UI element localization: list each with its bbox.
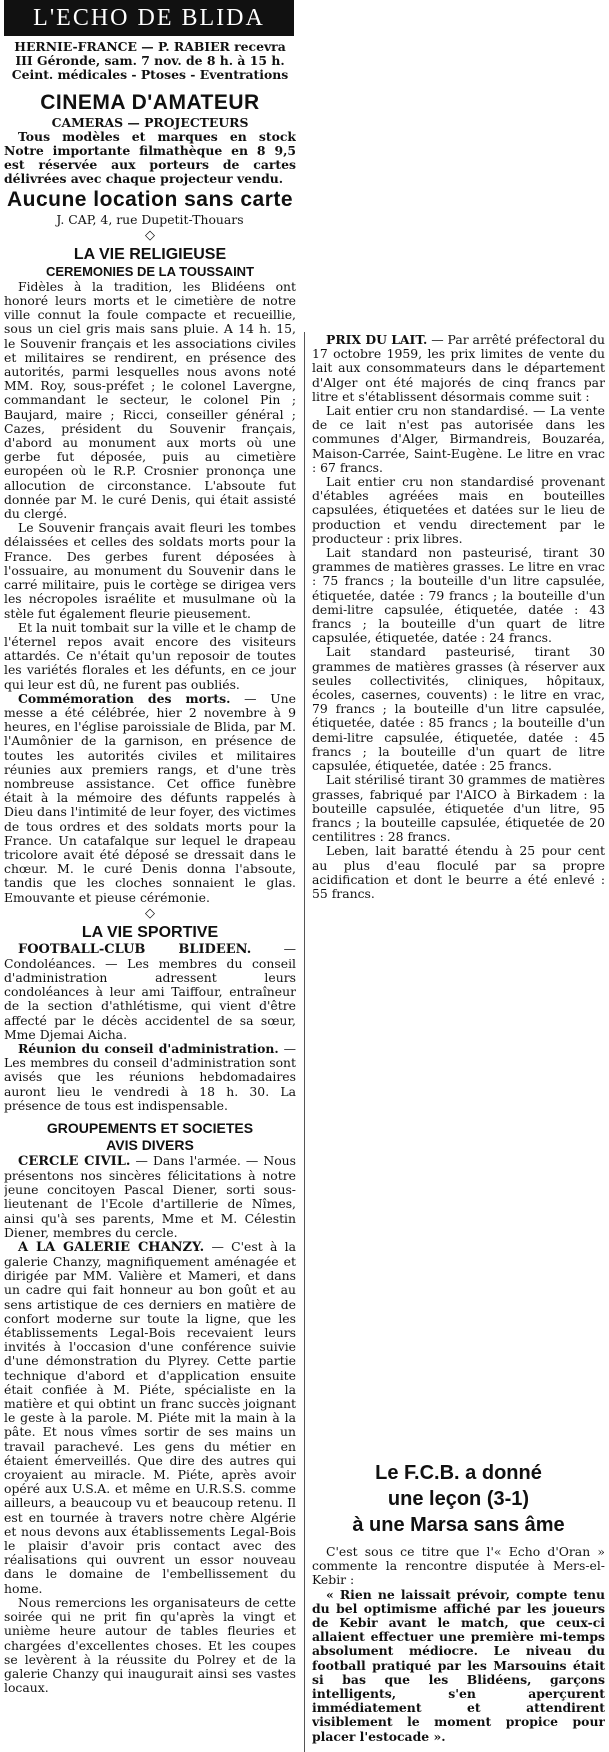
vie-sportive	[4, 923, 296, 1113]
ad-cinema-slogan: Aucune location sans carte	[6, 187, 294, 211]
paragraph-text: — Par arrêté préfectoral du 17 octobre 1959, les prix limites de vente du lait aux consommateurs dans le département d'Alger ont été majorés de cinq francs par litre et s'établissent désormais comme suit :	[312, 333, 605, 404]
paragraph-text: — C'est à la galerie Chanzy, magnifiquement aménagée et dirigée par MM. Valière et Mameri, et dans un cadre qui fait honneur au bon goût et au sens artistique de ces derniers en matière de confort moderne sur toute la ligne, que les établissements Legal-Bois recevaient leurs invités à l'occasion d'une conférence suivie d'une démonstration du Plyrey. Cette partie technique d'abord et d'application ensuite était confiée à M. Piéte, spécialiste en la matière et qui obtint un franc succès joignant le geste à la parole. M. Piéte mit la main à la pâte. Et nous vîmes sortir de ses mains un travail parachevé. Les gens du métier en étaient émerveillés. Que dire des autres qui croyaient au miracle. M. Piéte, après avoir opéré aux U.S.A. et même en U.R.S.S. comme ailleurs, a beaucoup vu et beaucoup retenu. Il est en tournée à travers notre chère Algérie et nous devons aux établissements Legal-Bois le plaisir d'avoir pris contact avec des réalisations qui ouvrent un essor nouveau dans le domaine de l'embellissement du home.	[4, 1239, 296, 1596]
paragraph	[312, 333, 605, 404]
paragraph-lead: Commémoration des morts.	[18, 690, 231, 706]
masthead: L'ECHO DE BLIDA	[4, 0, 294, 36]
paragraph-text: — Dans l'armée. — Nous présentons nos sincères félicitations à notre jeune concitoyen Pascal Diener, sorti sous-lieutenant de l'Ecole d'artillerie de Nîmes, ainsi qu'à ses parents, Mme et M. Célestin Diener, membres du cercle.	[4, 1153, 296, 1240]
section-title-religieuse: LA VIE RELIGIEUSE	[73, 245, 227, 263]
paragraph	[4, 1042, 296, 1113]
section-title-sportive: LA VIE SPORTIVE	[81, 923, 219, 941]
paragraph: Lait stérilisé tirant 30 grammes de matières grasses, fabriqué par l'AICO à Birkadem : la bouteille capsulée, étiquetée d'un litre, 95 francs ; la bouteille capsulée, étiquetée de 20 centilitres : 28 francs.	[312, 772, 605, 845]
paragraph: Lait entier cru non standardisé provenant d'étables agréées mais en bouteilles capsulées, étiquetées et datées sur le lieu de production et vendu directement par le producteur : prix libres.	[312, 474, 605, 546]
diamond-separator: ◇	[145, 905, 155, 921]
paragraph-lead: PRIX DU LAIT.	[326, 333, 428, 347]
column-divider	[304, 332, 305, 1752]
subtitle-toussaint: CEREMONIES DE LA TOUSSAINT	[45, 263, 255, 279]
fcb-intro: C'est sous ce titre que l'« Echo d'Oran » commente la rencontre disputée à Mers-el-Kebir :	[312, 1544, 605, 1588]
groupements	[4, 1120, 296, 1695]
paragraph: Et la nuit tombait sur la ville et le champ de l'éternel repos avait encore des visiteurs attardés. Ce n'était qu'un reposoir de toutes les variétés florales et les défunts, en ce jour qui leur est dû, ne furent pas oubliés.	[4, 619, 296, 692]
left-column	[4, 40, 296, 1752]
paragraph-text: — Condoléances. — Les membres du conseil d'administration adressent leurs condoléances à leur ami Taiffour, entraîneur de la section d'athlétisme, qui vient d'être affecté par le décès accidentel de sa sœur, Mme Djemai Aicha.	[4, 940, 296, 1042]
paragraph-lead: CERCLE CIVIL.	[18, 1154, 131, 1169]
ad-cinema-address: J. CAP, 4, rue Dupetit-Thouars	[56, 211, 244, 227]
ad-hernie	[4, 40, 296, 83]
paragraph	[4, 692, 296, 905]
prix-du-lait	[312, 333, 605, 901]
ad-cinema-body: Tous modèles et marques en stock Notre importante filmathèque en 8 9,5 est réservée aux porteurs de cartes délivrées avec chaque projecteur vendu.	[4, 128, 296, 187]
paragraph: Leben, lait baratté étendu à 25 pour cent au plus d'eau floculé par sa propre acidification et dont le beurre a été enlevé : 55 francs.	[312, 843, 605, 901]
paragraph: Fidèles à la tradition, les Blidéens ont honoré leurs morts et le cimetière de notre ville connut la foule compacte et recueillie, sous un ciel gris mais sans pluie. A 14 h. 15, le Souvenir français et les associations civiles et militaires se rendirent, en présence des autorités, parmi lesquelles nous avons noté MM. Roy, sous-préfet ; le colonel Lavergne, commandant le secteur, le colonel Pin ; Baujard, maire ; Ricci, conseiller général ; Cazes, président du Souvenir français, d'abord au monument aux morts où une gerbe fut déposée, puis au cimetière européen où le R.P. Crosnier prononça une allocution de circonstance. L'absoute fut donnée par M. le curé Denis, qui était assisté du clergé.	[4, 278, 296, 522]
paragraph	[4, 1240, 296, 1596]
vie-religieuse	[4, 245, 296, 905]
ad-cinema-title: CINEMA D'AMATEUR	[40, 90, 260, 114]
paragraph-text: — Les membres du conseil d'administration sont avisés que les réunions hebdomadaires auront lieu le vendredi à 18 h. 30. La présence de tous est indispensable.	[4, 1040, 296, 1113]
paragraph	[4, 1154, 296, 1240]
article-fcb	[312, 1460, 605, 1744]
paragraph	[4, 942, 296, 1042]
section-title-groupements: GROUPEMENTS ET SOCIETES	[46, 1120, 254, 1136]
paragraph-lead: Réunion du conseil d'administration.	[18, 1040, 279, 1056]
paragraph: Lait standard pasteurisé, tirant 30 grammes de matières grasses (à réserver aux seules collectivités, cliniques, hôpitaux, écoles, casernes, couvents) : le litre en vrac, 79 francs ; la bouteille d'un litre capsulée, étiquetée, datée : 85 francs ; la bouteille d'un demi-litre capsulée, étiquetée, datée : 45 francs ; la bouteille d'un quart de litre capsulée, étiquetée, datée : 25 francs.	[312, 644, 605, 774]
fcb-title-line: une leçon (3-1)	[387, 1488, 530, 1510]
ad-hernie-line: HERNIE-FRANCE — P. RABIER recevra	[14, 40, 286, 54]
section-subtitle-avis: AVIS DIVERS	[106, 1137, 194, 1153]
fcb-title-line: à une Marsa sans âme	[352, 1514, 565, 1536]
ad-cinema-subtitle: CAMERAS — PROJECTEURS	[51, 114, 249, 130]
right-column-bottom	[312, 1460, 605, 1752]
fcb-quote: « Rien ne laissait prévoir, compte tenu du bel optimisme affiché par les joueurs de Kebir avant le match, que ceux-ci allaient effectuer une première mi-temps absolument médiocre. Le niveau du football pratiqué par les Marsouins était si bas que les Blidéens, garçons intelligents, s'en aperçurent immédiatement et attendirent visiblement le moment propice pour placer l'estocade ».	[312, 1586, 605, 1744]
ad-cinema	[4, 90, 296, 227]
paragraph: Nous remercions les organisateurs de cette soirée qui ne prit fin qu'après la vingt et unième heure autour de tables fleuries et chargées d'excellentes choses. Et les coupes se levèrent à la réussite du Polrey et de la galerie Chanzy qui inaugurait ainsi ses vastes locaux.	[4, 1594, 296, 1696]
diamond-separator: ◇	[145, 227, 155, 243]
ad-hernie-line: III Géronde, sam. 7 nov. de 8 h. à 15 h.	[15, 53, 285, 69]
paragraph: Lait entier cru non standardisé. — La vente de ce lait n'est pas autorisée dans les communes d'Alger, Birmandreis, Bouzaréa, Maison-Carrée, Saint-Eugène. Le litre en vrac : 67 francs.	[312, 403, 605, 475]
fcb-title-line: Le F.C.B. a donné	[375, 1462, 542, 1484]
right-column-top	[312, 333, 605, 933]
paragraph-lead: FOOTBALL-CLUB BLIDEEN.	[18, 941, 252, 957]
paragraph-lead: A LA GALERIE CHANZY.	[18, 1240, 205, 1256]
paragraph: Le Souvenir français avait fleuri les tombes délaissées et celles des soldats morts pour la France. Des gerbes furent déposées à l'ossuaire, au monument du Souvenir dans le carré militaire, puis le cortège se dirigea vers les nécropoles israélite et musulmane où la stèle fut également fleurie pieusement.	[4, 520, 296, 621]
ad-hernie-line: Ceint. médicales - Ptoses - Eventrations	[11, 67, 289, 83]
paragraph: Lait standard non pasteurisé, tirant 30 grammes de matières grasses. Le litre en vrac : 75 francs ; la bouteille d'un litre capsulée, étiquetée, datée : 79 francs ; la bouteille d'un demi-litre capsulée, étiquetée, datée : 43 francs ; la bouteille d'un quart de litre capsulée, étiquetée, datée : 24 francs.	[312, 545, 605, 646]
paragraph-text: — Une messe a été célébrée, hier 2 novembre à 9 heures, en l'église paroissiale de Blida, par M. l'Aumônier de la garnison, en présence de toutes les autorités civiles et militaires réunies aux premiers rangs, et d'une très nombreuse assistance. Cet office funèbre était à la mémoire des défunts rappelés à Dieu dans l'intimité de leur foyer, des victimes de tous ordres et des soldats morts pour la France. Un catafalque sur lequel le drapeau tricolore avait été déposé se dressait dans le chœur. M. le curé Denis donna l'absoute, tandis que les cloches sonnaient le glas. Emouvante et pieuse cérémonie.	[4, 690, 296, 905]
